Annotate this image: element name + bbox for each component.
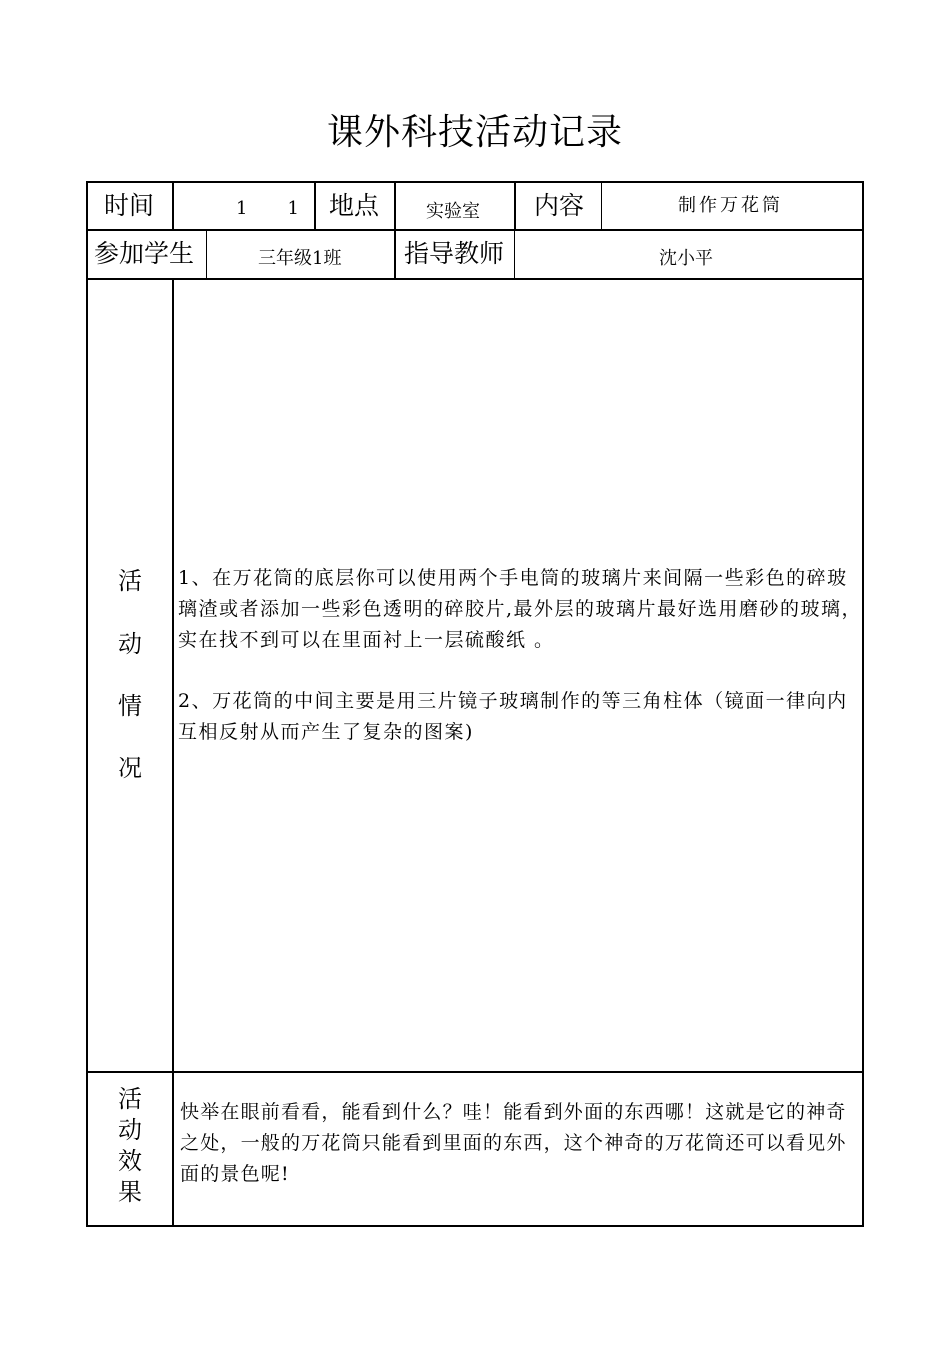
students-label: 参加学生: [94, 239, 195, 268]
activity-label-char-1: 活: [118, 567, 142, 595]
activity-paragraph-2: 2、万花筒的中间主要是用三片镜子玻璃制作的等三角柱体（镜面一律向内互相反射从而产生了复杂的图案): [178, 690, 848, 743]
students-value: 三年级1班: [258, 248, 342, 269]
place-label: 地点: [329, 191, 380, 220]
time-label: 时间: [104, 191, 155, 220]
activity-label-char-4: 况: [118, 754, 142, 782]
effect-label-char-1: 活: [118, 1085, 142, 1113]
time-value: 1 1: [236, 198, 299, 219]
activity-label-char-2: 动: [118, 630, 142, 658]
content-value: 制作万花筒: [678, 195, 783, 216]
teacher-label: 指导教师: [404, 239, 505, 268]
place-value: 实验室: [426, 201, 480, 222]
effect-label-char-2: 动: [118, 1116, 142, 1144]
content-label: 内容: [534, 191, 585, 220]
teacher-value: 沈小平: [659, 248, 713, 269]
effect-text: 快举在眼前看看，能看到什么？哇！能看到外面的东西哪！这就是它的神奇之处，一般的万花筒只能看到里面的东西，这个神奇的万花筒还可以看见外面的景色呢!: [180, 1101, 847, 1185]
effect-label-char-3: 效: [118, 1147, 142, 1175]
effect-label-char-4: 果: [118, 1178, 142, 1206]
page-title: 课外科技活动记录: [326, 112, 623, 153]
activity-paragraph-1: 1、在万花筒的底层你可以使用两个手电筒的玻璃片来间隔一些彩色的碎玻璃渣或者添加一些彩色透明的碎胶片,最外层的玻璃片最好选用磨砂的玻璃，实在找不到可以在里面衬上一层硫酸纸 。: [178, 567, 863, 651]
activity-label-char-3: 情: [118, 692, 142, 720]
